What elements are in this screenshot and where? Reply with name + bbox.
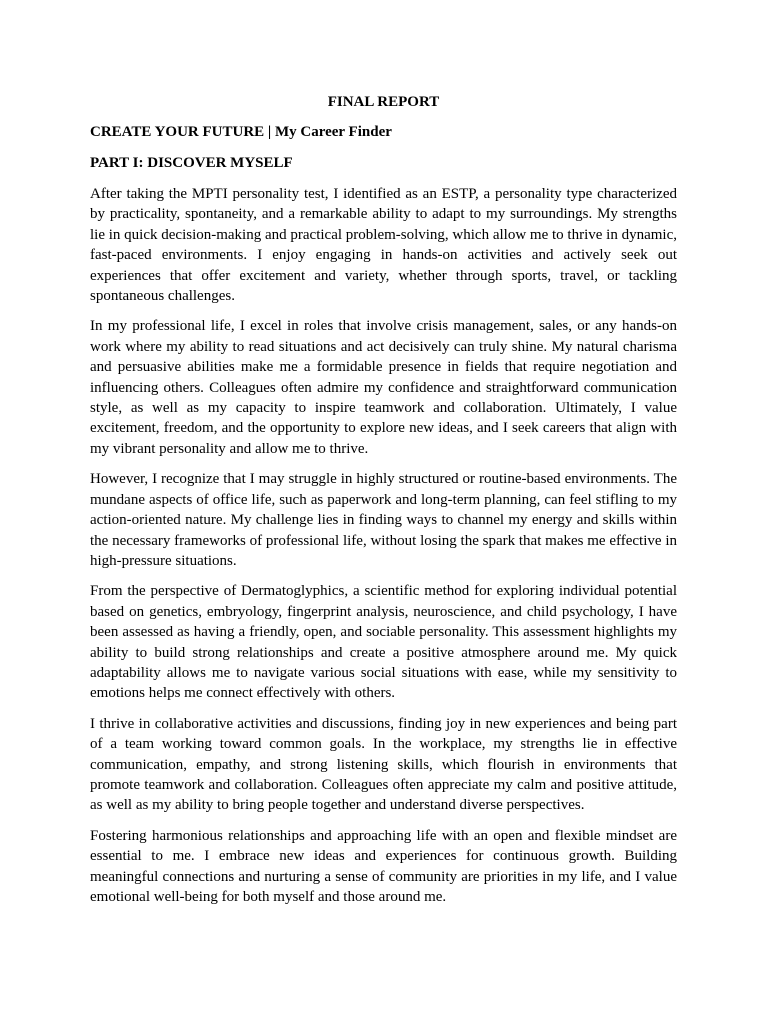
report-title: FINAL REPORT (327, 94, 440, 110)
paragraph-dermatoglyphics: From the perspective of Dermatoglyphics, a scientific method for exploring individual potential based on genetics, embryology, fingerprint analysis, neuroscience, and child psychology, I have been assessed as having a friendly, open, and sociable personality. This assessment highlights my ability to build strong relationships and create a positive atmosphere around me. My quick adaptability allows me to navigate various social situations with ease, while my sensitivity to emotions helps me connect effectively with others. (90, 583, 677, 702)
paragraph-mbti: After taking the MPTI personality test, I identified as an ESTP, a personality type characterized by practicality, spontaneity, and a remarkable ability to adapt to my surroundings. My strengths lie in quick decision-making and practical problem-solving, which allow me to thrive in dynamic, fast-paced environments. I enjoy engaging in hands-on activities and actively seek out experiences that offer excitement and variety, whether through sports, travel, or tackling spontaneous challenges. (90, 186, 677, 305)
paragraph-relationships: Fostering harmonious relationships and approaching life with an open and flexible mindset are essential to me. I embrace new ideas and experiences for continuous growth. Building meaningful connections and nurturing a sense of community are priorities in my life, and I value emotional well-being for both myself and those around me. (90, 827, 677, 905)
paragraph-collaboration: I thrive in collaborative activities and discussions, finding joy in new experiences and being part of a team working toward common goals. In the workplace, my strengths lie in effective communication, empathy, and strong listening skills, which flourish in environments that promote teamwork and collaboration. Colleagues often appreciate my calm and positive attitude, as well as my ability to bring people together and understand diverse perspectives. (90, 715, 677, 814)
document-page (90, 92, 677, 917)
report-subtitle: CREATE YOUR FUTURE | My Career Finder (90, 124, 392, 140)
paragraph-challenges: However, I recognize that I may struggle in highly structured or routine-based environments. The mundane aspects of office life, such as paperwork and long-term planning, can feel stifling to my action-oriented nature. My challenge lies in finding ways to channel my energy and skills within the necessary frameworks of professional life, without losing the spark that makes me effective in high-pressure situations. (90, 471, 677, 569)
section-heading: PART I: DISCOVER MYSELF (90, 155, 293, 171)
paragraph-professional: In my professional life, I excel in roles that involve crisis management, sales, or any hands-on work where my ability to read situations and act decisively can truly shine. My natural charisma and persuasive abilities make me a formidable presence in fields that require negotiation and influencing others. Colleagues often admire my confidence and straightforward communication style, as well as my capacity to inspire teamwork and collaboration. Ultimately, I value excitement, freedom, and the opportunity to explore new ideas, and I seek careers that align with my vibrant personality and allow me to thrive. (90, 318, 677, 457)
